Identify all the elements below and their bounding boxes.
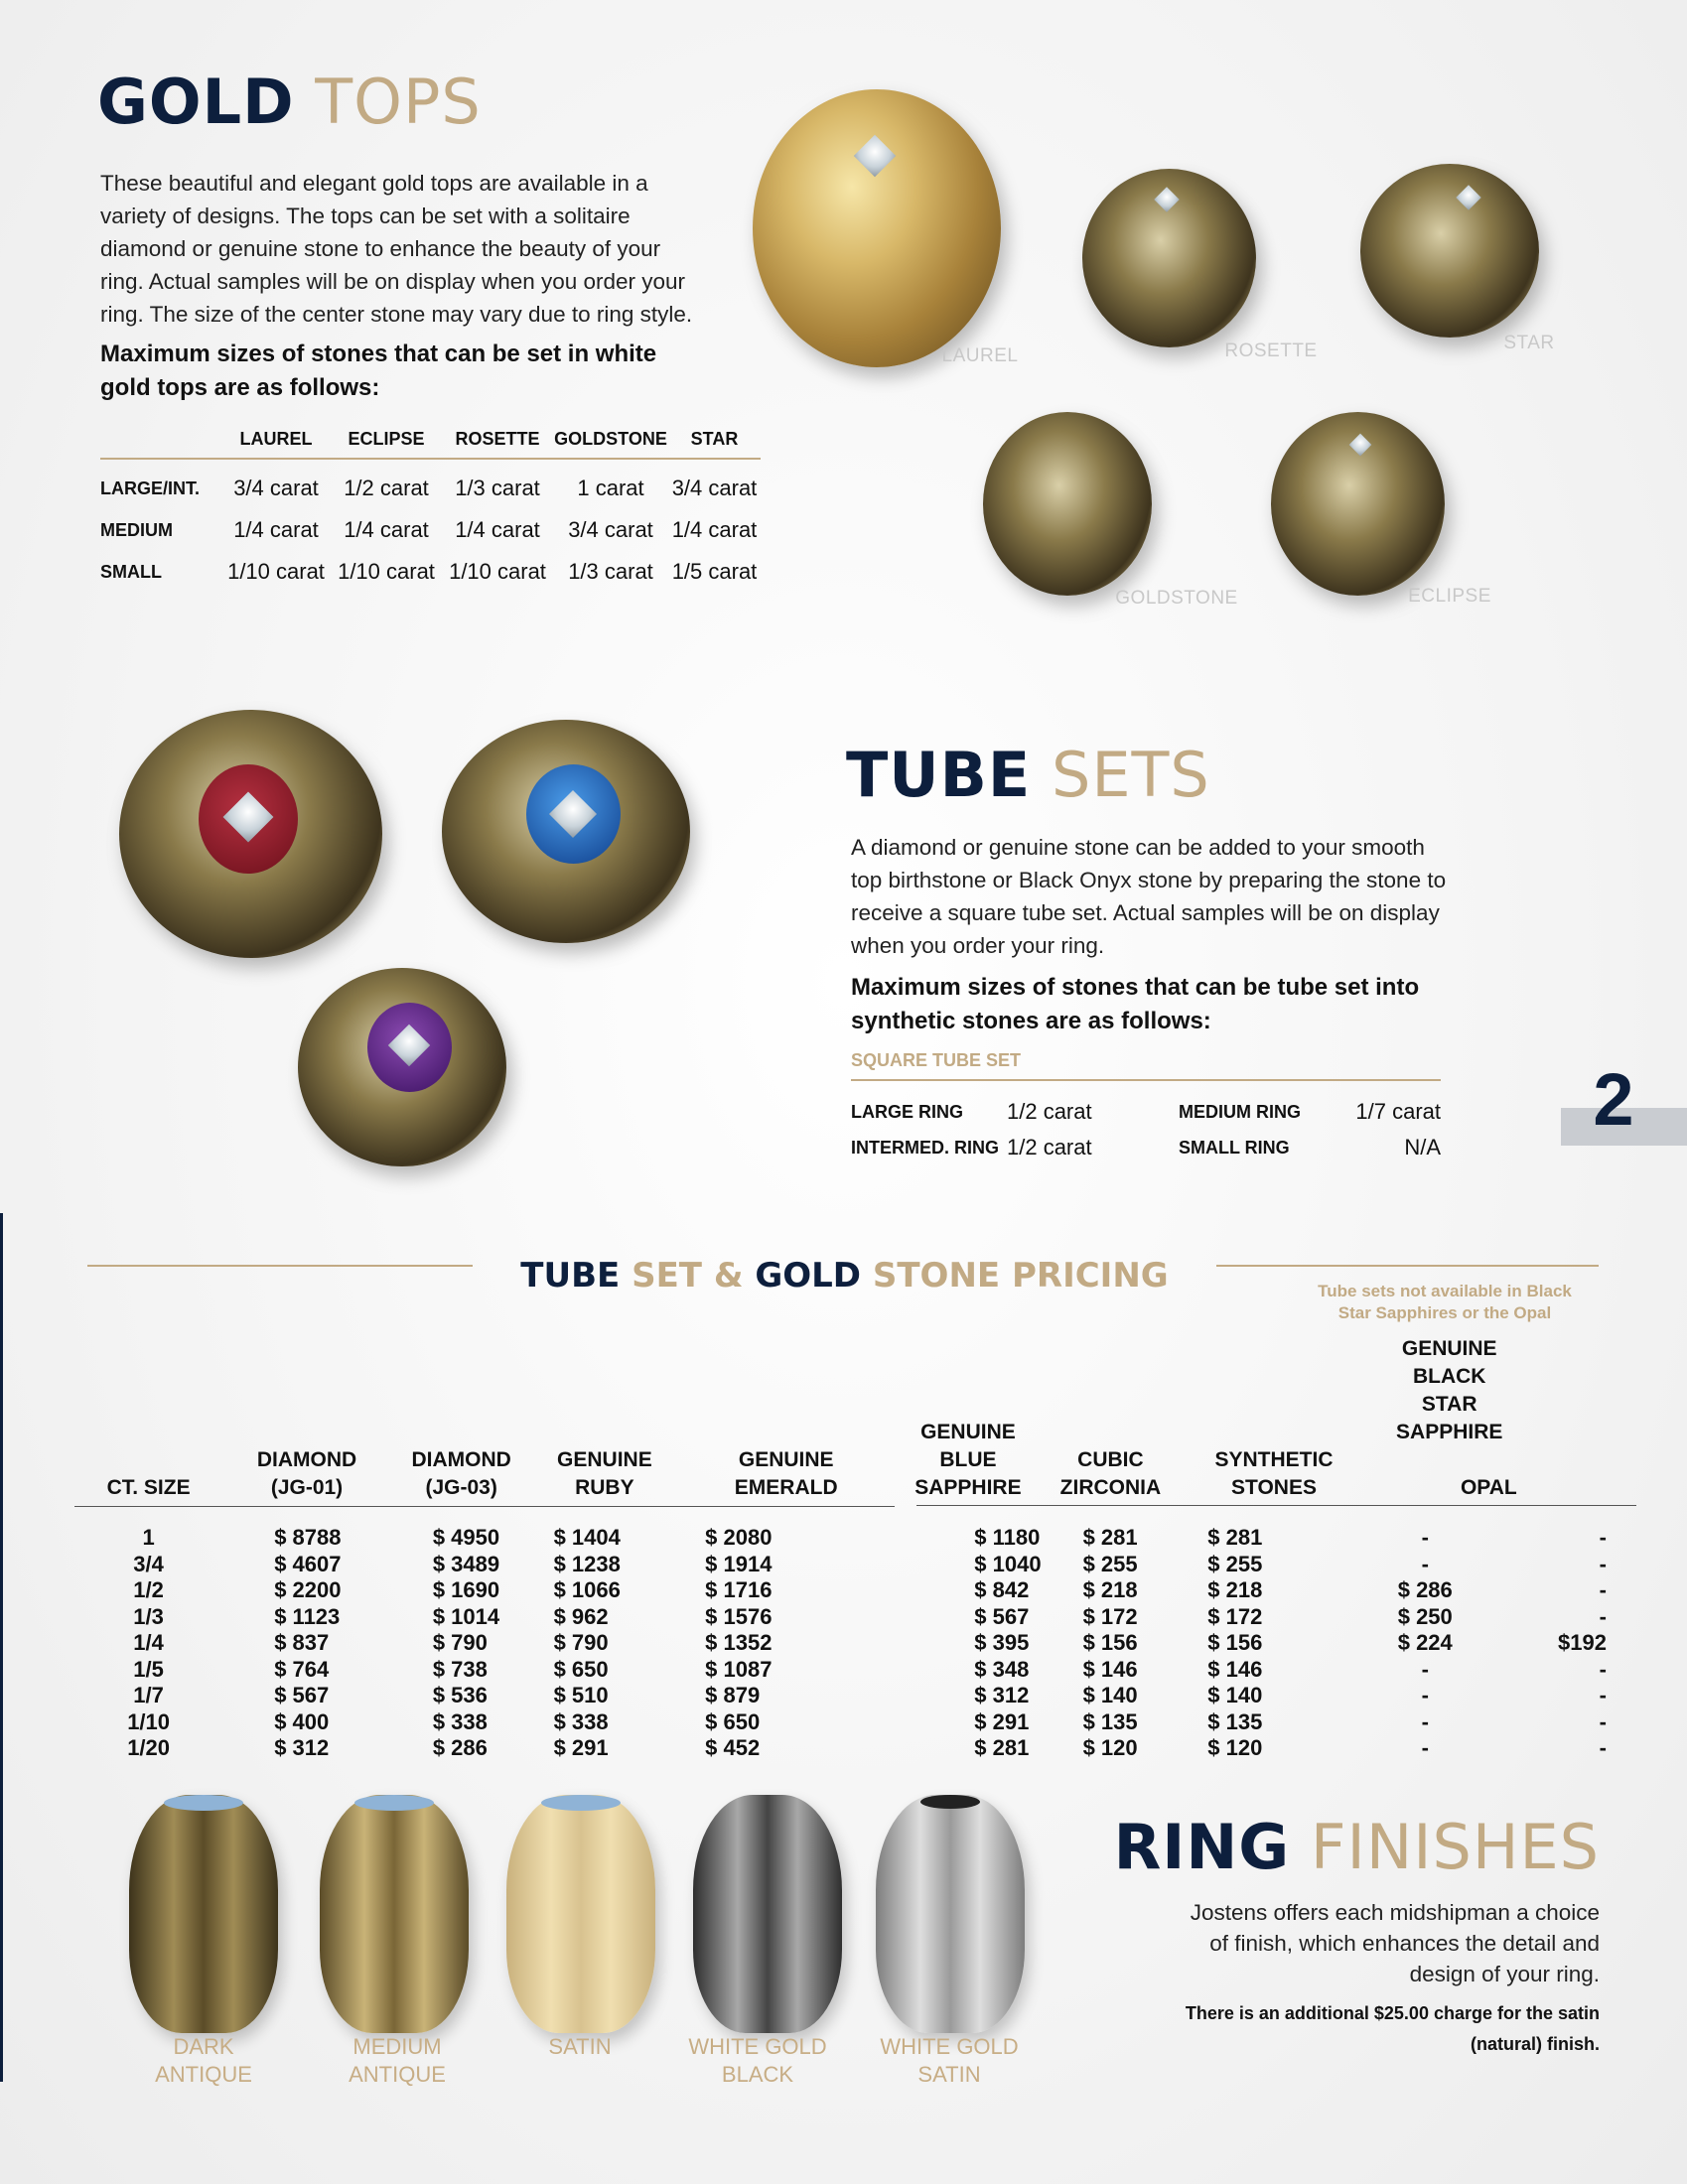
- ring-caption: LAUREL: [941, 345, 1019, 366]
- row-label: MEDIUM RING: [1179, 1101, 1301, 1122]
- ring-finishes-title-bold: RING: [1113, 1811, 1291, 1883]
- table-header: [677, 1335, 895, 1506]
- finish-caption: [104, 2033, 303, 2089]
- table-cell: $ 842: [974, 1577, 1030, 1602]
- page-number: 2: [1593, 1058, 1634, 1141]
- header-line: GENUINE: [557, 1448, 652, 1471]
- table-cell: 1/3 carat: [568, 559, 653, 584]
- table-cell: -: [1421, 1551, 1429, 1576]
- row-label: 1/5: [133, 1656, 164, 1682]
- finish-caption-line: DARK: [173, 2034, 234, 2059]
- finish-caption-line: ANTIQUE: [349, 2062, 446, 2087]
- table-cell: $ 567: [274, 1683, 330, 1707]
- table-cell: $192: [1558, 1630, 1607, 1655]
- finish-caption-line: ANTIQUE: [155, 2062, 252, 2087]
- table-cell: $ 4950: [432, 1525, 500, 1550]
- table-cell: $ 1014: [432, 1603, 500, 1629]
- table-cell: $ 1690: [432, 1577, 500, 1602]
- table-cell: $ 250: [1397, 1603, 1453, 1629]
- table-cell: $ 8788: [274, 1525, 342, 1550]
- table-cell: $ 1066: [553, 1577, 621, 1602]
- table-cell: $ 140: [1082, 1683, 1138, 1707]
- table-cell: $ 837: [274, 1630, 330, 1655]
- table-cell: $ 650: [553, 1656, 609, 1682]
- diamond-icon: [1456, 185, 1480, 209]
- table-cell: $ 218: [1082, 1577, 1138, 1602]
- table-row: [74, 1525, 1636, 1552]
- table-cell: N/A: [1404, 1135, 1441, 1160]
- stone-icon: [164, 1795, 243, 1811]
- table-cell: $ 281: [1207, 1525, 1263, 1550]
- table-cell: -: [1599, 1603, 1607, 1629]
- rosette-ring-image: [1082, 169, 1256, 347]
- table-header: [532, 1335, 678, 1506]
- finish-caption: [658, 2033, 857, 2089]
- star-ring-image: [1360, 164, 1539, 338]
- header-cell: [1368, 1335, 1531, 1446]
- table-cell: $ 1040: [974, 1551, 1042, 1576]
- table-cell: $ 146: [1207, 1656, 1263, 1682]
- finish-caption: [298, 2033, 496, 2089]
- stone-icon: [920, 1795, 980, 1809]
- table-cell: $ 286: [432, 1735, 488, 1760]
- pricing-title-part: STONE PRICING: [872, 1256, 1169, 1296]
- table-cell: $ 1180: [974, 1525, 1041, 1550]
- table-cell: 3/4 carat: [671, 476, 758, 500]
- header-line: GENUINE: [738, 1448, 834, 1471]
- finish-caption-line: SATIN: [917, 2062, 981, 2087]
- stone-icon: [354, 1795, 434, 1811]
- table-cell: $ 338: [432, 1708, 488, 1734]
- header-rule-right: [916, 1505, 1636, 1506]
- dark-antique-ring-image: [129, 1795, 278, 2033]
- gold-tops-description: These beautiful and elegant gold tops are available in a variety of designs. The tops can be set with a solitaire diamond or genuine stone to enhance the beauty of your ring. Actual samples will be on display when you order your ring. The size of the center stone may vary due to ring style.: [100, 171, 693, 327]
- pricing-body: [74, 1525, 1636, 1762]
- pricing-rule-right: [1216, 1265, 1599, 1267]
- row-label: LARGE RING: [851, 1101, 964, 1122]
- table-cell: $ 567: [974, 1603, 1030, 1629]
- table-cell: $ 1238: [553, 1551, 621, 1576]
- table-row: [74, 1657, 1636, 1684]
- table-cell: $ 140: [1207, 1683, 1263, 1707]
- row-label: SMALL: [100, 561, 162, 582]
- eclipse-ring-image: [1271, 412, 1445, 596]
- row-label: LARGE/INT.: [100, 478, 201, 498]
- table-row: [851, 1094, 1441, 1130]
- header-line: GENUINE: [920, 1421, 1016, 1443]
- row-label: 1/3: [133, 1603, 164, 1629]
- header-line: EMERALD: [734, 1476, 838, 1499]
- table-cell: $ 1352: [705, 1630, 773, 1655]
- table-cell: 1/2 carat: [1007, 1135, 1092, 1160]
- ring-caption: STAR: [1503, 333, 1555, 353]
- row-label: MEDIUM: [100, 519, 173, 540]
- table-cell: $ 156: [1207, 1630, 1263, 1655]
- table-cell: $ 1576: [705, 1603, 773, 1629]
- table-cell: $ 172: [1207, 1603, 1263, 1629]
- row-label: SMALL RING: [1179, 1137, 1290, 1158]
- gold-tops-title: [97, 66, 482, 138]
- header-line: DIAMOND: [256, 1448, 357, 1471]
- table-cell: $ 218: [1207, 1577, 1263, 1602]
- table-row: [100, 551, 761, 593]
- table-cell: $ 224: [1397, 1630, 1453, 1655]
- goldstone-ring-image: [983, 412, 1152, 596]
- table-cell: $ 172: [1082, 1603, 1138, 1629]
- table-cell: $ 1404: [553, 1525, 621, 1550]
- pricing-title-part: SET &: [632, 1256, 744, 1296]
- table-cell: 1/4 carat: [671, 517, 758, 542]
- row-label: 1/2: [133, 1577, 164, 1602]
- table-cell: $ 338: [553, 1708, 609, 1734]
- table-row: [74, 1630, 1636, 1657]
- table-cell: -: [1599, 1551, 1607, 1576]
- table-cell: 1/5 carat: [671, 559, 758, 584]
- ring-finishes-note: There is an additional $25.00 charge for the satin (natural) finish.: [1185, 2003, 1600, 2054]
- ring-finishes-title-light: FINISHES: [1310, 1811, 1600, 1883]
- table-cell: $ 135: [1082, 1708, 1138, 1734]
- table-cell: $ 2080: [705, 1525, 773, 1550]
- header-line: DIAMOND: [411, 1448, 511, 1471]
- table-header: ECLIPSE: [348, 429, 425, 449]
- white-gold-satin-ring-image: [876, 1795, 1025, 2033]
- table-cell: $ 291: [974, 1708, 1030, 1734]
- finish-caption: [850, 2033, 1049, 2089]
- table-cell: $ 281: [974, 1735, 1030, 1760]
- gold-tops-title-bold: GOLD: [97, 66, 295, 138]
- pricing-title: [473, 1256, 1216, 1296]
- table-cell: $ 312: [974, 1683, 1030, 1707]
- row-label: 1/7: [133, 1683, 164, 1707]
- ring-caption: ROSETTE: [1224, 341, 1318, 361]
- table-header: ROSETTE: [455, 429, 540, 449]
- table-cell: $ 286: [1397, 1577, 1453, 1602]
- row-label: 1/20: [127, 1735, 171, 1760]
- table-cell: 1/3 carat: [455, 476, 540, 500]
- white-gold-black-ring-image: [693, 1795, 842, 2033]
- pricing-table: [74, 1335, 1636, 1762]
- table-header: LAUREL: [239, 429, 313, 449]
- table-row: [74, 1735, 1636, 1762]
- blue-stone-ring-image: [442, 720, 690, 943]
- ring-caption: ECLIPSE: [1408, 586, 1491, 607]
- table-header: [1368, 1335, 1636, 1506]
- table-cell: $ 400: [274, 1708, 330, 1734]
- table-cell: -: [1599, 1525, 1607, 1550]
- table-cell: 1/10 carat: [227, 559, 325, 584]
- header-line: ZIRCONIA: [1059, 1476, 1162, 1499]
- finish-caption: [481, 2033, 679, 2061]
- table-cell: 1/4 carat: [344, 517, 429, 542]
- header-line: BLUE SAPPHIRE: [914, 1448, 1022, 1499]
- ring-finishes-description: Jostens offers each midshipman a choice of finish, which enhances the detail and design of your ring.: [1190, 1900, 1600, 1986]
- table-row: [74, 1552, 1636, 1578]
- finish-caption-line: MEDIUM: [352, 2034, 442, 2059]
- table-cell: 1 carat: [577, 476, 644, 500]
- table-cell: $ 536: [432, 1683, 488, 1707]
- table-cell: $ 135: [1207, 1708, 1263, 1734]
- table-cell: $ 120: [1082, 1735, 1138, 1760]
- table-cell: -: [1599, 1656, 1607, 1682]
- table-cell: 3/4 carat: [233, 476, 319, 500]
- table-cell: -: [1421, 1683, 1429, 1707]
- diamond-icon: [854, 135, 896, 177]
- table-cell: $ 2200: [274, 1577, 342, 1602]
- gold-tops-title-light: TOPS: [315, 66, 482, 138]
- finish-caption-line: WHITE GOLD: [688, 2034, 827, 2059]
- header-cell: [1368, 1446, 1517, 1502]
- pricing-title-part: GOLD: [755, 1256, 862, 1296]
- row-label: 1/4: [133, 1630, 164, 1655]
- table-cell: $ 1914: [705, 1551, 773, 1576]
- table-header: [1042, 1335, 1181, 1506]
- stone-icon: [541, 1795, 621, 1811]
- table-cell: -: [1599, 1735, 1607, 1760]
- table-cell: $ 1716: [705, 1577, 773, 1602]
- table-cell: $ 255: [1207, 1551, 1263, 1576]
- tube-sets-title: [846, 739, 1210, 811]
- red-stone-ring-image: [119, 710, 382, 958]
- header-line: STAR SAPPHIRE: [1396, 1393, 1503, 1443]
- header-line: STONES: [1231, 1476, 1317, 1499]
- pricing-rule-left: [87, 1265, 473, 1267]
- pricing-header-row: [74, 1335, 1636, 1506]
- table-cell: $ 790: [553, 1630, 609, 1655]
- diamond-icon: [1349, 434, 1372, 457]
- tube-sets-description: A diamond or genuine stone can be added to your smooth top birthstone or Black Onyx stone by preparing the stone to receive a square tube set. Actual samples will be on display when you order your ring.: [851, 835, 1447, 958]
- table-row: [100, 509, 761, 551]
- pricing-note: Tube sets not available in Black Star Sapphires or the Opal: [1318, 1282, 1572, 1322]
- table-cell: 1/10 carat: [338, 559, 435, 584]
- table-row: [74, 1709, 1636, 1736]
- header-line: CUBIC: [1077, 1448, 1144, 1471]
- table-cell: $ 962: [553, 1603, 609, 1629]
- table-header: GOLDSTONE: [554, 429, 667, 449]
- header-line: (JG-01): [270, 1476, 344, 1499]
- table-cell: -: [1421, 1656, 1429, 1682]
- table-header: [391, 1335, 532, 1506]
- table-cell: $ 146: [1082, 1656, 1138, 1682]
- row-label: 3/4: [133, 1551, 164, 1576]
- table-cell: $ 764: [274, 1656, 330, 1682]
- table-row: [74, 1683, 1636, 1709]
- table-cell: 3/4 carat: [568, 517, 653, 542]
- table-cell: $ 738: [432, 1656, 488, 1682]
- table-cell: -: [1421, 1525, 1429, 1550]
- table-row: [74, 1577, 1636, 1604]
- gold-tops-max-sizes-heading: Maximum sizes of stones that can be set in white gold tops are as follows:: [100, 341, 657, 401]
- table-cell: 1/2 carat: [344, 476, 429, 500]
- table-cell: $ 1087: [705, 1656, 773, 1682]
- left-edge-rule: [0, 1213, 3, 2082]
- table-cell: $ 4607: [274, 1551, 342, 1576]
- table-cell: $ 790: [432, 1630, 488, 1655]
- table-row: [74, 1604, 1636, 1631]
- table-cell: 1/2 carat: [1007, 1099, 1092, 1124]
- table-cell: $ 156: [1082, 1630, 1138, 1655]
- table-cell: -: [1599, 1683, 1607, 1707]
- table-cell: $ 650: [705, 1708, 761, 1734]
- medium-antique-ring-image: [320, 1795, 469, 2033]
- table-row: [100, 459, 761, 468]
- table-cell: 1/4 carat: [233, 517, 319, 542]
- table-cell: $ 510: [553, 1683, 609, 1707]
- ring-caption: GOLDSTONE: [1115, 588, 1238, 609]
- header-line: (JG-03): [425, 1476, 497, 1499]
- ring-finishes-title: [1113, 1811, 1600, 1883]
- table-cell: $ 452: [705, 1735, 761, 1760]
- diamond-icon: [1154, 187, 1179, 211]
- table-cell: 1/4 carat: [455, 517, 540, 542]
- table-cell: 1/7 carat: [1355, 1099, 1441, 1124]
- satin-ring-image: [506, 1795, 655, 2033]
- tube-sets-table: [851, 1094, 1441, 1165]
- finish-caption-line: WHITE GOLD: [880, 2034, 1019, 2059]
- table-header: [222, 1335, 391, 1506]
- table-row: [851, 1130, 1441, 1165]
- header-line: CT. SIZE: [106, 1476, 191, 1499]
- table-cell: $ 281: [1082, 1525, 1138, 1550]
- laurel-ring-image: [753, 89, 1001, 367]
- table-header: [895, 1335, 1041, 1506]
- table-cell: 1/10 carat: [449, 559, 546, 584]
- header-line: GENUINE BLACK: [1401, 1337, 1497, 1388]
- table-cell: -: [1421, 1708, 1429, 1734]
- table-header: [74, 1335, 222, 1506]
- finish-caption-line: BLACK: [721, 2062, 794, 2087]
- table-cell: $ 291: [553, 1735, 609, 1760]
- pricing-title-part: TUBE: [520, 1256, 621, 1296]
- finish-caption-line: SATIN: [548, 2034, 612, 2059]
- table-cell: -: [1421, 1735, 1429, 1760]
- gold-tops-header-row: [100, 429, 761, 459]
- table-row: [100, 468, 761, 509]
- row-label: 1: [142, 1525, 155, 1550]
- table-cell: $ 3489: [432, 1551, 500, 1576]
- table-cell: $ 312: [274, 1735, 330, 1760]
- table-cell: $ 255: [1082, 1551, 1138, 1576]
- purple-stone-ring-image: [298, 968, 506, 1166]
- table-cell: $ 120: [1207, 1735, 1263, 1760]
- tube-sets-title-light: SETS: [1051, 739, 1210, 811]
- header-line: SYNTHETIC: [1214, 1448, 1334, 1471]
- row-label: INTERMED. RING: [851, 1137, 1000, 1158]
- tube-sets-title-bold: TUBE: [846, 739, 1032, 811]
- table-cell: $ 395: [974, 1630, 1030, 1655]
- square-tube-set-heading: SQUARE TUBE SET: [851, 1050, 1441, 1081]
- gold-tops-table: [100, 429, 761, 593]
- table-cell: -: [1599, 1708, 1607, 1734]
- header-line: RUBY: [575, 1476, 634, 1499]
- tube-sets-max-sizes-heading: Maximum sizes of stones that can be tube set into synthetic stones are as follows:: [851, 974, 1420, 1034]
- table-header: STAR: [690, 429, 739, 449]
- table-cell: $ 348: [974, 1656, 1030, 1682]
- table-cell: -: [1599, 1577, 1607, 1602]
- row-label: 1/10: [127, 1708, 171, 1734]
- header-line: OPAL: [1460, 1476, 1517, 1499]
- table-cell: $ 879: [705, 1683, 761, 1707]
- table-header: [1180, 1335, 1367, 1506]
- table-cell: $ 1123: [274, 1603, 341, 1629]
